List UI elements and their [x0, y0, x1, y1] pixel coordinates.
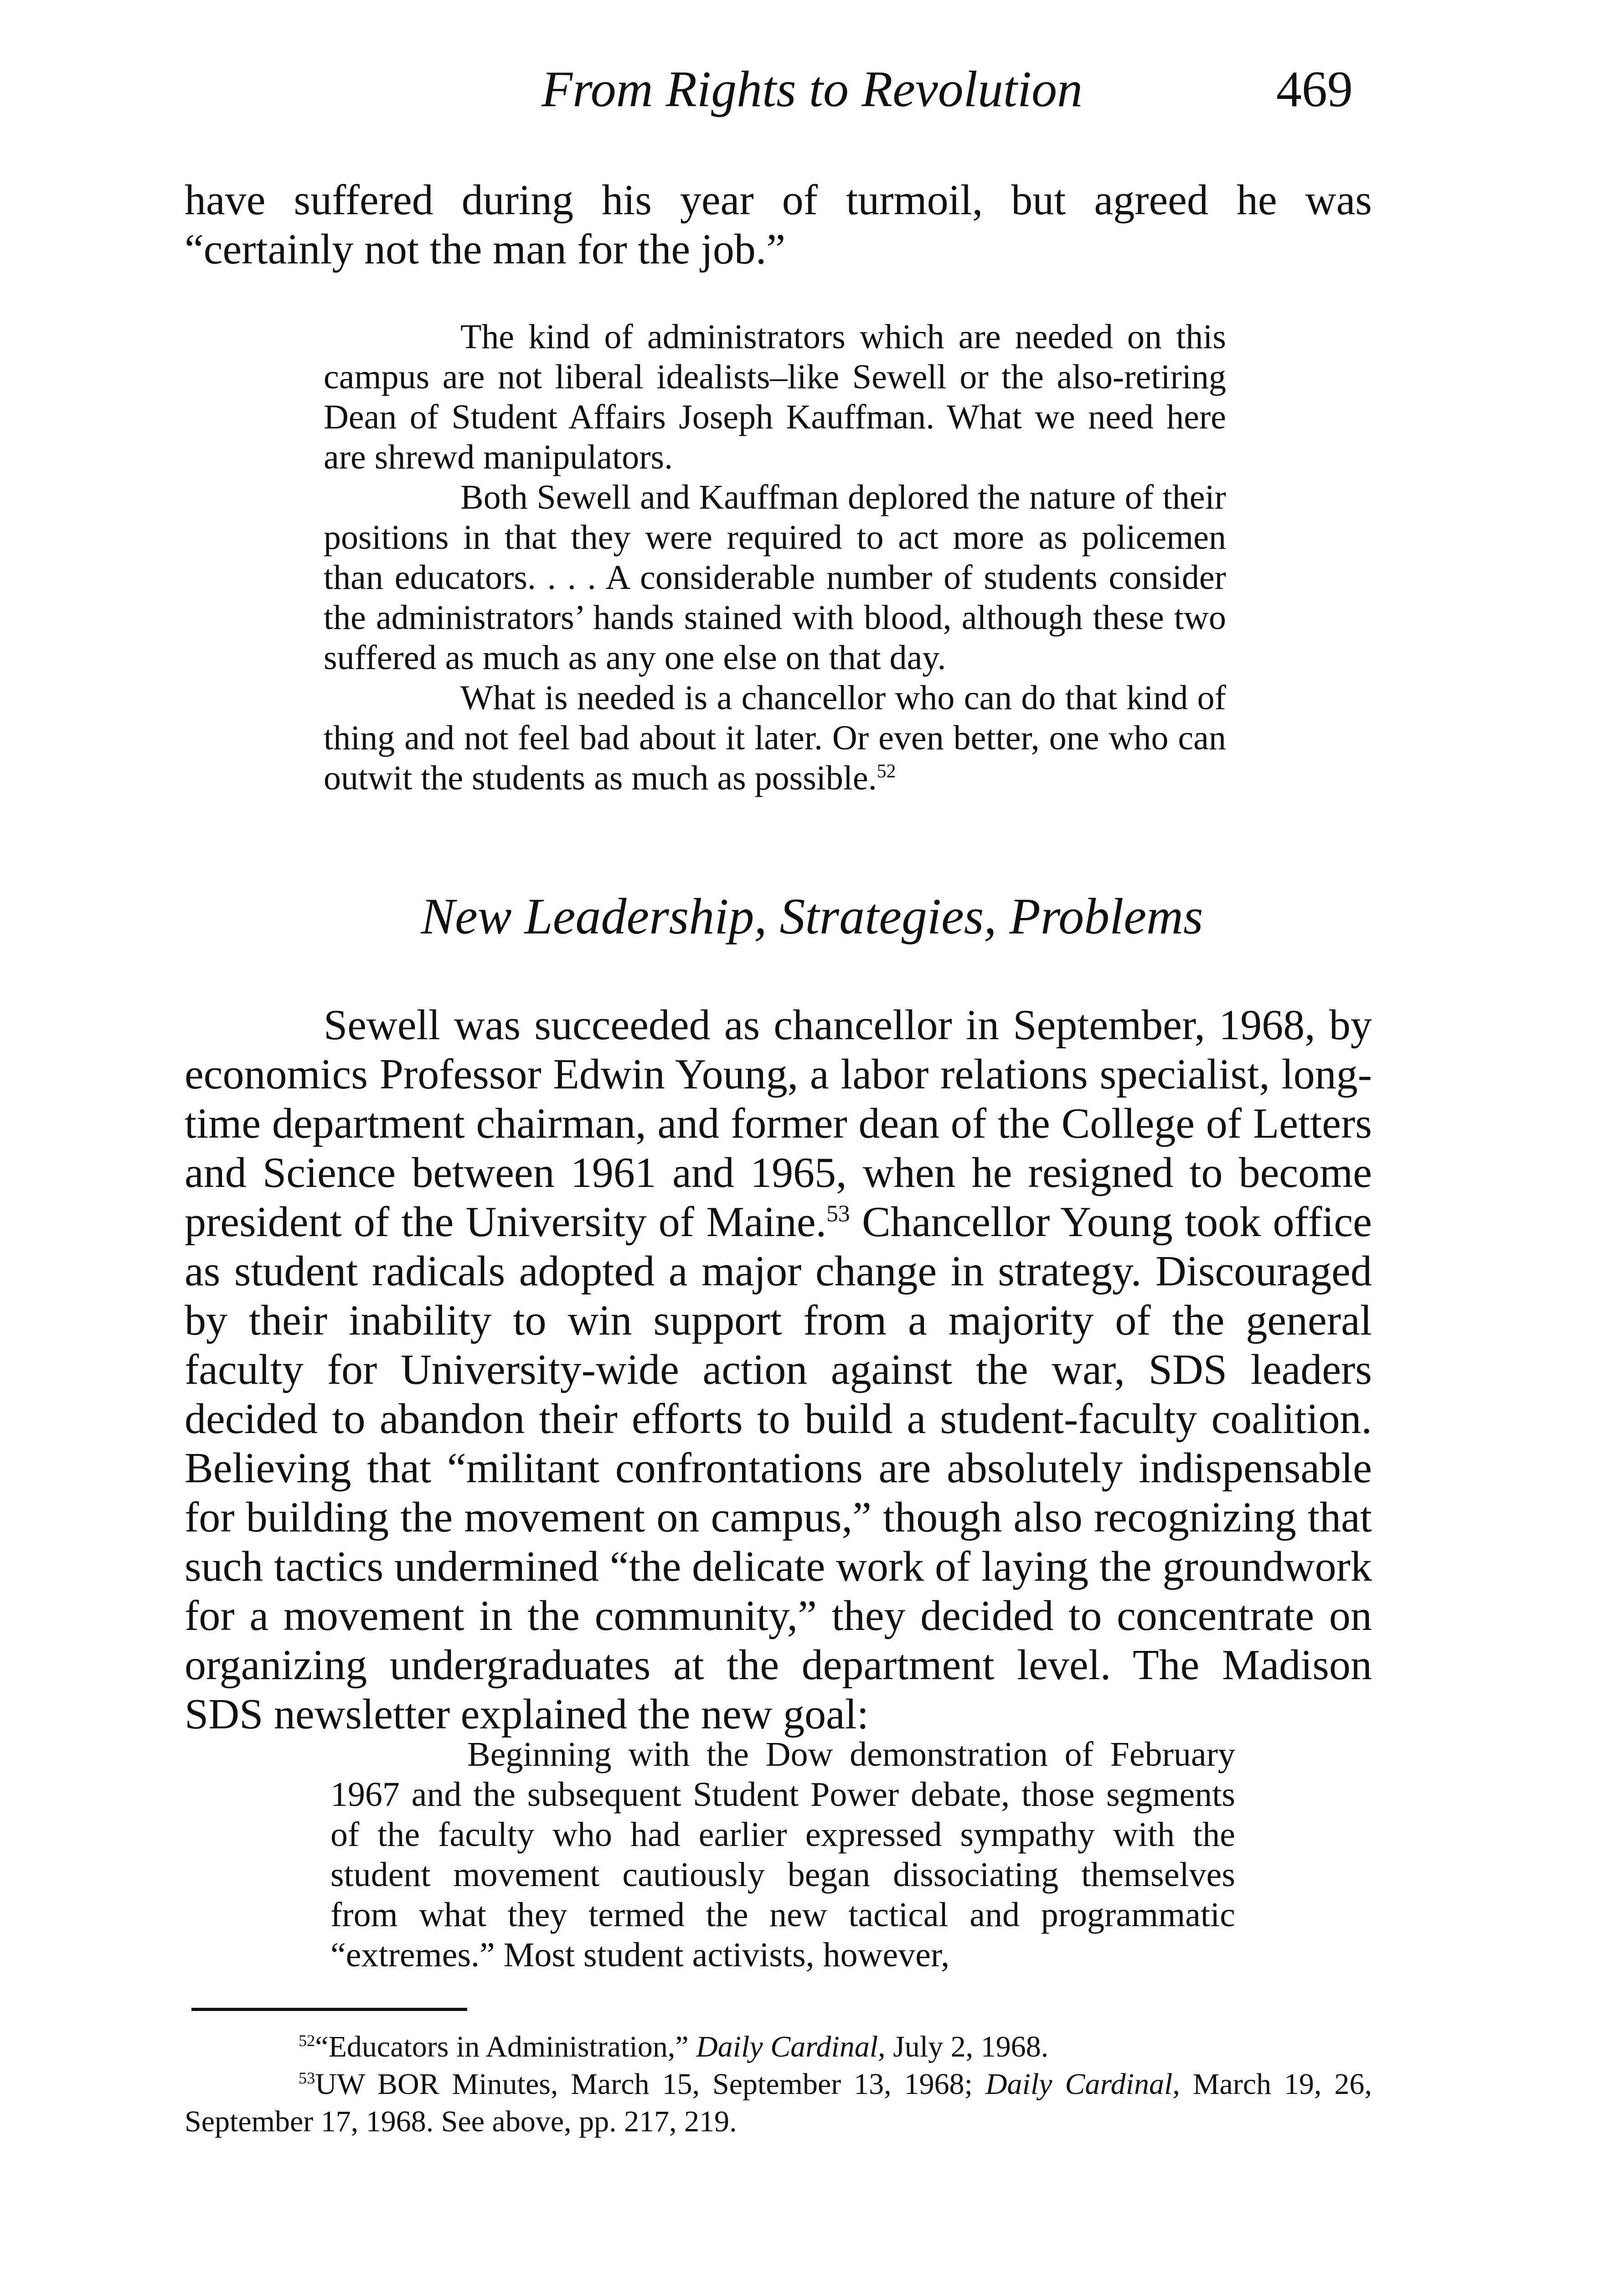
quote1-paragraph-3-text: What is needed is a chancellor who can do that kind of thing and not feel bad about it later. Or even better, one who can outwit the students as much as possible. — [324, 679, 1226, 797]
running-title: From Rights to Revolution — [541, 61, 1083, 118]
footnote-text: July 2, 1968. — [885, 2030, 1049, 2063]
opening-paragraph: have suffered during his year of turmoil, but agreed he was “certainly not the man for the job.” — [185, 176, 1372, 273]
section-heading: New Leadership, Strategies, Problems — [421, 888, 1203, 945]
main-paragraph-part-2: Chancellor Young took office as student radicals adopted a major change in strategy. Discouraged by their inability to win support from a majority of the general faculty for University-wide action against the war, SDS leaders decided to abandon their efforts to build a student-faculty coalition. Believing that “militant confrontations are absolutely indispensable for building the movement on campus,” though also recognizing that such tactics undermined “the delicate work of laying the groundwork for a movement in the community,” they decided to concentrate on organizing undergraduates at the department level. The Madison SDS newsletter explained the new goal: — [185, 1198, 1372, 1738]
footnote-text: UW BOR Minutes, March 15, September 13, 1968; — [315, 2068, 985, 2101]
page-number: 469 — [1276, 61, 1353, 118]
footnote-number: 53 — [299, 2069, 315, 2087]
footnote-text: “Educators in Administration,” — [315, 2030, 696, 2063]
quote1-paragraph-2: Both Sewell and Kauffman deplored the nature of their positions in that they were required to act more as policemen than educators. . . . A considerable number of students consider the administrators’ hands stained with blood, although these two suffered as much as any one else on that day. — [324, 478, 1226, 677]
block-quote-administrators — [324, 317, 1226, 798]
note-ref-52: 52 — [876, 761, 896, 782]
main-paragraph-part-1: Sewell was succeeded as chancellor in September, 1968, by economics Professor Edwin Young, a labor relations specialist, long-time department chairman, and former dean of the College of Letters and Science between 1961 and 1965, when he resigned to become president of the University of Maine. — [185, 1001, 1372, 1246]
footnote-52 — [185, 2028, 1372, 2066]
main-paragraph — [185, 1000, 1372, 1739]
footnote-divider — [191, 2008, 467, 2011]
footnotes — [185, 2028, 1372, 2140]
footnote-text: March 19, 26, September 17, 1968. See above, pp. 217, 219. — [185, 2068, 1372, 2138]
footnote-source-title: Daily Cardinal, — [985, 2068, 1180, 2101]
main-paragraph-block — [185, 1000, 1372, 1739]
quote2-paragraph: Beginning with the Dow demonstration of February 1967 and the subsequent Student Power debate, those segments of the faculty who had earlier expressed sympathy with the student movement cautiously began dissociating themselves from what they termed the new tactical and programmatic “extremes.” Most student activists, however, — [330, 1735, 1235, 1974]
quote1-paragraph-1: The kind of administrators which are needed on this campus are not liberal idealists–like Sewell or the also-retiring Dean of Student Affairs Joseph Kauffman. What we need here are shrewd manipulators. — [324, 318, 1226, 476]
footnote-number: 52 — [299, 2032, 315, 2050]
footnote-53 — [185, 2066, 1372, 2140]
quote1-paragraph-3 — [324, 678, 1226, 798]
block-quote-sds-newsletter — [330, 1734, 1235, 1975]
opening-paragraph-block — [185, 175, 1372, 274]
note-ref-53: 53 — [826, 1201, 850, 1227]
footnote-source-title: Daily Cardinal, — [696, 2030, 886, 2063]
